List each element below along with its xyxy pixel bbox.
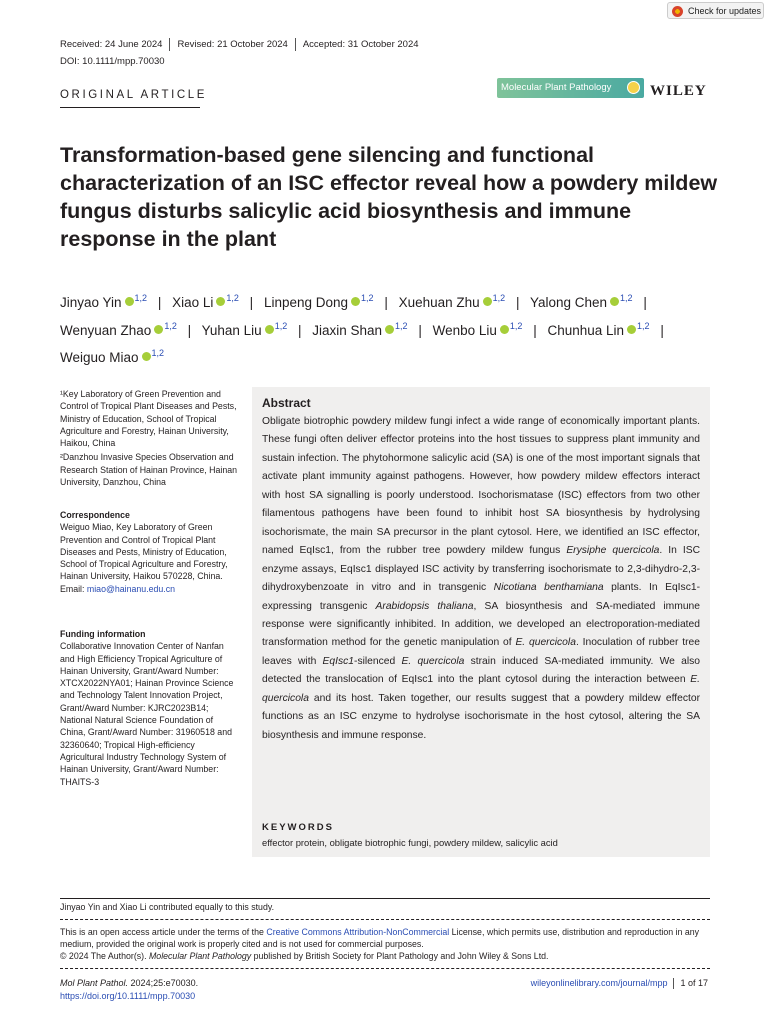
orcid-icon[interactable] — [500, 325, 509, 334]
author-separator: | — [187, 322, 192, 338]
author-name: Weiguo Miao — [60, 350, 139, 365]
author-list — [60, 287, 720, 370]
orcid-icon[interactable] — [483, 297, 492, 306]
author-separator: | — [157, 295, 162, 310]
author-name: Yalong Chen — [529, 295, 608, 310]
author-separator: | — [515, 295, 520, 310]
correspondence-text: Weiguo Miao, Key Laboratory of Green Prevention and Control of Tropical Plant Diseases and Pests, Ministry of Education, School of Tropical Agriculture and Forestry, Hainan University, Haikou 570228, China. — [60, 522, 228, 582]
author — [399, 295, 506, 310]
abstract-italic: E. quercicola — [262, 674, 700, 704]
author-name: Chunhua Lin — [547, 322, 625, 338]
funding-text: Collaborative Innovation Center of Nanfan and High Efficiency Tropical Agriculture of Hainan University, Grant/Award Number: XTCX2022NYA01; Hainan Province Science and Technology Talent Innovation Project, Grant/Award Number: KJRC2023B14; National Natural Science Foundation of China, Grant/Award Number: 31960518 and 32360640; Tropical High-efficiency Agricultural Industry Technology System of Hainan University, Grant/Award Number: THAITS-3 — [60, 641, 234, 787]
author — [172, 295, 239, 310]
article-dates — [60, 38, 419, 51]
author-affiliation[interactable]: 1,2 — [274, 320, 288, 331]
abstract-italic: E. quercicola — [401, 655, 465, 667]
doi-link[interactable]: https://doi.org/10.1111/mpp.70030 — [60, 990, 196, 1001]
author — [530, 295, 633, 310]
author-name: Yuhan Liu — [201, 322, 262, 338]
author-name: Wenyuan Zhao — [60, 322, 152, 338]
author-name: Linpeng Dong — [263, 295, 349, 310]
author — [312, 320, 408, 338]
check-for-updates-label: Check for updates — [688, 6, 762, 16]
author-separator: | — [643, 295, 647, 310]
abstract-italic: Erysiphe quercicola — [566, 545, 660, 557]
abstract-text: Obligate biotrophic powdery mildew fungi infect a wide range of economically important plants. These fungi often deliver effector proteins into the host tissues to suppress plant immunity and sustain infection. The phytohormone salicylic acid (SA) is one of the most important signals that activate plant immunity against pathogens. However, how powdery mildew effectors interact with host SA signalling is poorly understood. Isochorismatase (ISC) effectors from two other filamentous pathogens have been found to inhibit host SA biosynthesis by hydrolysing isochorismate, the main SA precursor in the plant cytosol. Here, we identified an ISC effector, named EqIsc1, from the rubber tree powdery mildew fungus Erysiphe quercicola. In ISC enzyme assays, EqIsc1 displayed ISC activity by transferring isochorismate to 2,3-dihydro-2,3-dihydroxybenzoate in vitro and in transgenic Nicotiana benthamiana plants. In EqIsc1-expressing transgenic Arabidopsis thaliana, SA biosynthesis and SA-mediated immune response were significantly inhibited. In addition, we developed an electroporation-mediated transformation method for the genetic manipulation of E. quercicola. Inoculation of rubber tree leaves with EqIsc1-silenced E. quercicola strain induced SA-mediated immunity. We also detected the translocation of EqIsc1 into the plant cytosol during the interaction between E. quercicola and its host. Taken together, our results suggest that a powdery mildew effector functions as an ISC enzyme to hydrolyse isochorismate in the host cytosol, altering the SA biosynthesis and immune response. — [262, 416, 701, 741]
citation — [60, 977, 198, 1002]
email-label: Email: — [60, 583, 87, 594]
orcid-icon[interactable] — [265, 325, 274, 334]
orcid-icon[interactable] — [154, 325, 163, 334]
orcid-icon[interactable] — [385, 325, 394, 334]
author — [60, 320, 177, 338]
section-label: ORIGINAL ARTICLE — [60, 89, 208, 101]
affiliation-1: ¹Key Laboratory of Green Prevention and Control of Tropical Plant Diseases and Pests, Ministry of Education, School of Tropical Agriculture and Forestry, Hainan University, Haikou, China — [60, 389, 237, 449]
keywords-heading: KEYWORDS — [262, 822, 334, 833]
funding-information — [60, 628, 240, 788]
author-affiliation[interactable]: 1,2 — [134, 293, 148, 303]
author — [201, 320, 288, 338]
abstract-heading: Abstract — [262, 396, 311, 410]
orcid-icon[interactable] — [216, 297, 225, 306]
orcid-icon[interactable] — [627, 325, 636, 334]
journal-emblem-icon — [627, 81, 640, 94]
funding-heading: Funding information — [60, 629, 146, 639]
author — [547, 320, 650, 338]
license-text — [60, 926, 710, 963]
author-name: Jinyao Yin — [60, 295, 122, 310]
revised-date: Revised: 21 October 2024 — [177, 39, 288, 51]
page-footer — [531, 978, 708, 989]
author-affiliation[interactable]: 1,2 — [226, 293, 239, 303]
copyright-pre: © 2024 The Author(s). — [60, 951, 149, 962]
journal-logo — [497, 78, 644, 98]
license-pre: This is an open access article under the terms of the — [60, 927, 267, 937]
author — [432, 320, 523, 338]
citation-rest: 2024;25:e70030. — [128, 978, 199, 988]
author-affiliation[interactable]: 1,2 — [509, 320, 523, 331]
author-separator: | — [533, 322, 537, 338]
author-name: Xuehuan Zhu — [398, 295, 480, 310]
publisher-logo: WILEY — [650, 83, 707, 99]
keywords-text: effector protein, obligate biotrophic fungi, powdery mildew, salicylic acid — [262, 837, 558, 848]
author-name: Jiaxin Shan — [312, 322, 383, 338]
affiliations — [60, 388, 240, 488]
page-number: 1 of 17 — [680, 978, 708, 988]
author-affiliation[interactable]: 1,2 — [164, 320, 177, 331]
received-date: Received: 24 June 2024 — [60, 39, 163, 51]
author-name: Xiao Li — [172, 295, 214, 310]
author — [60, 350, 164, 365]
author — [60, 295, 147, 310]
citation-journal: Mol Plant Pathol. — [60, 978, 129, 988]
author-affiliation[interactable]: 1,2 — [151, 348, 165, 358]
footnote-divider — [60, 898, 710, 899]
journal-logo-text: Molecular Plant Pathology — [501, 82, 612, 93]
author-name: Wenbo Liu — [432, 322, 497, 338]
orcid-icon[interactable] — [610, 297, 619, 306]
journal-site-link[interactable]: wileyonlinelibrary.com/journal/mpp — [530, 978, 668, 988]
author — [264, 295, 374, 310]
check-for-updates-button[interactable] — [667, 2, 764, 19]
orcid-icon[interactable] — [351, 297, 360, 306]
author-separator: | — [418, 322, 422, 338]
copyright-journal: Molecular Plant Pathology — [148, 951, 252, 962]
author-affiliation[interactable]: 1,2 — [637, 320, 650, 331]
bottom-divider — [60, 968, 710, 969]
author-affiliation[interactable]: 1,2 — [395, 320, 408, 331]
accepted-date: Accepted: 31 October 2024 — [302, 39, 419, 51]
correspondence — [60, 509, 240, 595]
abstract-italic: Arabidopsis thaliana — [375, 600, 474, 612]
author-affiliation[interactable]: 1,2 — [492, 293, 506, 303]
abstract-italic: EqIsc1 — [322, 655, 355, 667]
license-divider — [60, 919, 710, 920]
author-separator: | — [249, 295, 254, 310]
author-separator: | — [384, 295, 388, 310]
copyright-post: published by British Society for Plant Pathology and John Wiley & Sons Ltd. — [251, 951, 549, 962]
license-link[interactable]: Creative Commons Attribution-NonCommercial — [266, 927, 450, 937]
affiliation-2: ²Danzhou Invasive Species Observation and Research Station of Hainan Province, Hainan University, Danzhou, China — [60, 452, 238, 488]
doi: DOI: 10.1111/mpp.70030 — [60, 56, 165, 67]
email-link[interactable]: miao@hainanu.edu.cn — [86, 583, 176, 594]
orcid-icon[interactable] — [125, 297, 134, 306]
section-underline — [60, 107, 200, 108]
license-post: License, which permits use, distribution and reproduction in any medium, provided the original work is properly cited and is not used for commercial purposes. — [60, 927, 700, 950]
orcid-icon[interactable] — [142, 352, 151, 361]
author-separator: | — [660, 322, 664, 338]
article-title: Transformation-based gene silencing and functional characterization of an ISC effector reveal how a powdery mildew fungus disturbs salicylic acid biosynthesis and immune response in the plant — [60, 143, 718, 251]
author-affiliation[interactable]: 1,2 — [361, 293, 374, 303]
equal-contribution-note: Jinyao Yin and Xiao Li contributed equally to this study. — [60, 902, 275, 912]
abstract-italic: E. quercicola — [515, 637, 576, 649]
author-affiliation[interactable]: 1,2 — [620, 293, 633, 303]
author-separator: | — [297, 322, 302, 338]
crossmark-icon — [672, 6, 683, 17]
abstract-italic: Nicotiana benthamiana — [493, 582, 604, 594]
correspondence-heading: Correspondence — [60, 510, 130, 520]
